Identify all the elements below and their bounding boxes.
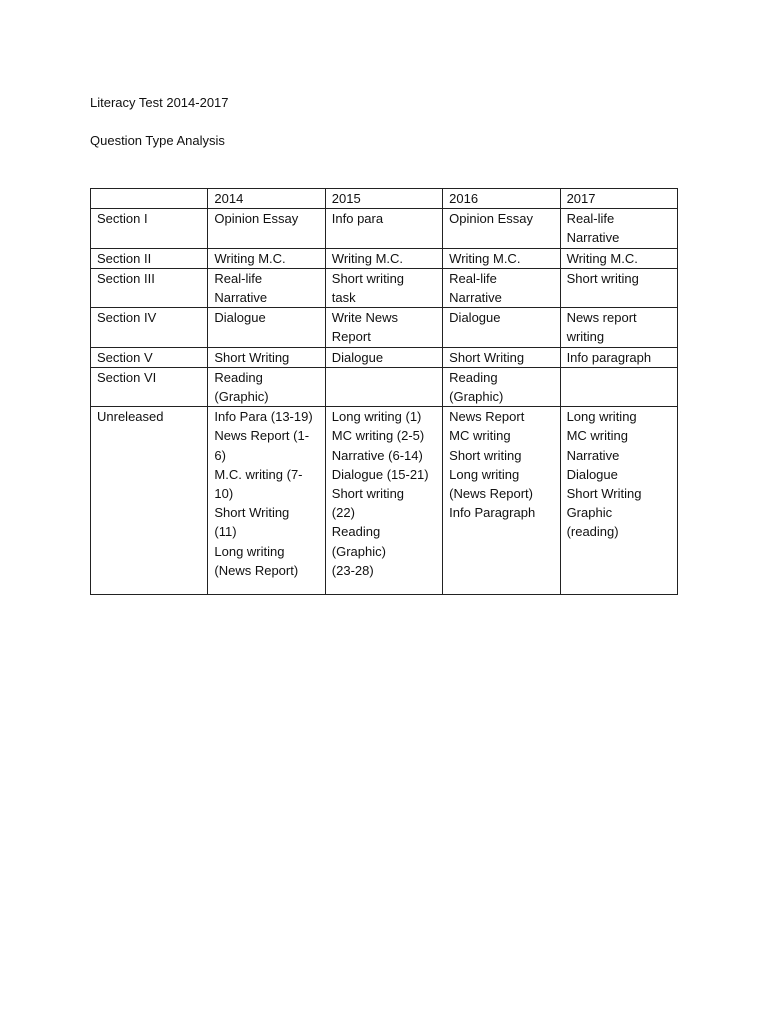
row-label-cell: Section II: [91, 248, 208, 268]
table-cell: [325, 407, 442, 595]
table-cell: [560, 209, 677, 248]
table-row: [91, 308, 678, 347]
row-label-cell: Section IV: [91, 308, 208, 347]
cell-text-line: Short Writing: [566, 486, 642, 502]
cell-text-line: 10): [214, 486, 234, 502]
header-cell-year: 2014: [208, 189, 325, 209]
table-cell: [325, 347, 442, 367]
cell-text-line: Real-life: [214, 270, 263, 286]
table-cell: [325, 248, 442, 268]
cell-text-line: News report: [566, 310, 637, 326]
table-row: [91, 268, 678, 307]
cell-text-line: News Report: [449, 409, 525, 425]
cell-text-line: Short Writing: [214, 349, 290, 365]
cell-text-line: Long writing: [449, 466, 520, 482]
question-type-table: [90, 188, 678, 595]
cell-text-line: Opinion Essay: [214, 211, 299, 227]
table-cell: [208, 347, 325, 367]
cell-text-line: Long writing (1): [331, 409, 422, 425]
table-cell: [443, 407, 560, 595]
table-cell: [325, 367, 442, 406]
cell-text-line: News Report (1-: [214, 428, 310, 444]
cell-text-line: Info Paragraph: [449, 505, 536, 521]
cell-text-line: Writing M.C.: [449, 250, 521, 266]
cell-text-line: (Graphic): [331, 543, 386, 559]
table-cell: [443, 367, 560, 406]
header-cell-year: 2016: [443, 189, 560, 209]
table-row: [91, 347, 678, 367]
cell-text-line: Graphic: [566, 505, 613, 521]
cell-text-line: Report: [331, 329, 371, 345]
header-cell-blank: [91, 189, 208, 209]
cell-text-line: Reading: [331, 524, 381, 540]
cell-text-line: Info paragraph: [566, 349, 652, 365]
cell-text-line: (Graphic): [449, 389, 504, 405]
table-cell: [560, 308, 677, 347]
table-cell: [560, 367, 677, 406]
cell-text-line: Real-life: [566, 211, 615, 227]
table-cell: [208, 268, 325, 307]
table-cell: [443, 268, 560, 307]
table-cell: [443, 248, 560, 268]
cell-text-line: Info Para (13-19): [214, 409, 313, 425]
table-cell: [325, 209, 442, 248]
cell-text-line: Narrative (6-14): [331, 447, 423, 463]
table-cell: [560, 347, 677, 367]
cell-text-line: (reading): [566, 524, 619, 540]
table-cell: [325, 308, 442, 347]
table-cell: [208, 308, 325, 347]
cell-text-line: Opinion Essay: [449, 211, 533, 227]
cell-text-line: MC writing (2-5): [331, 428, 425, 444]
cell-text-line: Writing M.C.: [566, 250, 638, 266]
table-cell: [560, 407, 677, 595]
cell-text-line: (23-28): [331, 562, 374, 578]
cell-text-line: MC writing: [449, 428, 511, 444]
table-cell: [208, 248, 325, 268]
table-row: [91, 367, 678, 406]
cell-text-line: Short writing: [331, 486, 405, 502]
row-label-cell: Section III: [91, 268, 208, 307]
table-body: [91, 189, 678, 595]
row-label-cell: Section VI: [91, 367, 208, 406]
cell-text-line: Short Writing: [214, 505, 290, 521]
cell-text-line: task: [331, 290, 356, 306]
table-cell: [208, 209, 325, 248]
cell-text-line: Dialogue: [566, 466, 618, 482]
cell-text-line: (Graphic): [214, 389, 269, 405]
cell-text-line: 6): [214, 447, 226, 463]
table-cell: [443, 308, 560, 347]
table-cell: [443, 347, 560, 367]
cell-text-line: Short writing: [449, 447, 522, 463]
table-row: [91, 407, 678, 595]
header-cell-year: 2017: [560, 189, 677, 209]
table-cell: [560, 248, 677, 268]
cell-text-line: (News Report): [449, 486, 533, 502]
document-title: Literacy Test 2014-2017: [90, 95, 229, 110]
cell-text-line: Writing M.C.: [214, 250, 286, 266]
table-header-row: [91, 189, 678, 209]
cell-text-line: MC writing: [566, 428, 628, 444]
cell-text-line: Long writing: [214, 543, 285, 559]
cell-text-line: Dialogue: [331, 349, 384, 365]
table-cell: [208, 367, 325, 406]
cell-text-line: Writing M.C.: [331, 250, 404, 266]
cell-text-line: Real-life: [449, 270, 497, 286]
row-label-cell: Section V: [91, 347, 208, 367]
cell-text-line: Long writing: [566, 409, 637, 425]
cell-text-line: Dialogue: [214, 310, 266, 326]
row-label-cell: Section I: [91, 209, 208, 248]
cell-text-line: Reading: [449, 369, 498, 385]
cell-text-line: Narrative: [566, 230, 620, 246]
cell-text-line: Short writing: [331, 270, 405, 286]
cell-text-line: Dialogue (15-21): [331, 466, 429, 482]
cell-text-line: (22): [331, 505, 355, 521]
cell-text-line: Dialogue: [449, 310, 501, 326]
cell-text-line: Narrative: [566, 447, 620, 463]
cell-text-line: writing: [566, 329, 605, 345]
cell-text-line: Reading: [214, 369, 263, 385]
table-cell: [560, 268, 677, 307]
row-label-cell: Unreleased: [91, 407, 208, 595]
cell-text-line: Short writing: [566, 270, 639, 286]
cell-text-line: Narrative: [449, 290, 502, 306]
table-cell: [443, 209, 560, 248]
cell-text-line: (11): [214, 524, 237, 540]
table-cell: [325, 268, 442, 307]
table-row: [91, 209, 678, 248]
table-row: [91, 248, 678, 268]
cell-text-line: Narrative: [214, 290, 268, 306]
document-subtitle: Question Type Analysis: [90, 133, 225, 148]
header-cell-year: 2015: [325, 189, 442, 209]
cell-text-line: Info para: [331, 211, 384, 227]
cell-text-line: M.C. writing (7-: [214, 466, 303, 482]
cell-text-line: (News Report): [214, 562, 299, 578]
cell-text-line: Write News: [331, 310, 398, 326]
cell-text-line: Short Writing: [449, 349, 525, 365]
table-cell: [208, 407, 325, 595]
